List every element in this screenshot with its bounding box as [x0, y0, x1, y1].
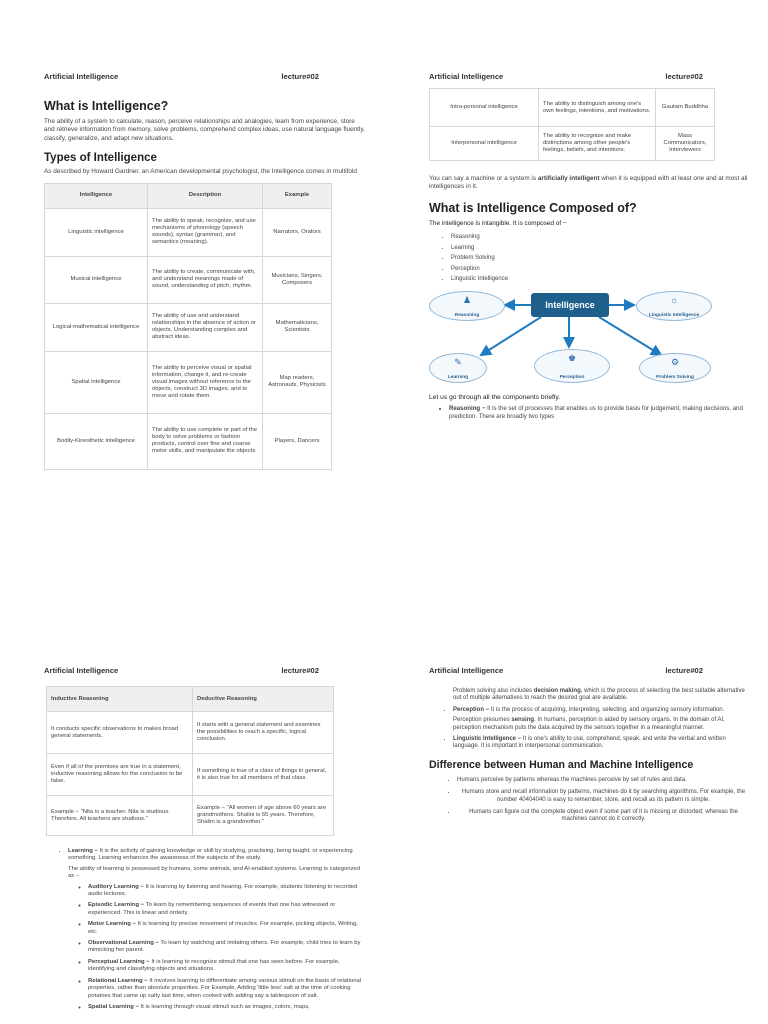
head-gear-icon: ⚙: [670, 356, 680, 367]
page-header: [429, 666, 750, 678]
text-span: It is one's ability to use, comprehend, speak, and write the verbal and written language. It is important in interpersonal communication.: [453, 736, 726, 750]
header-lecture: lecture#02: [281, 72, 319, 81]
table-cell: Example − "Nita is a teacher. Nita is studious. Therefore, All teachers are studious.": [47, 796, 193, 836]
list-item: [88, 902, 366, 917]
differences-list: [429, 777, 750, 824]
section-heading: Difference between Human and Machine Intelligence: [429, 758, 694, 771]
list-item: • Humans can figure out the complete object even if some part of it is missing or distorted; whereas the machines cannot do it correctly.: [457, 809, 750, 824]
table-header: Description: [148, 183, 263, 208]
list-item: • Reasoning: [451, 232, 750, 243]
learning-paragraph: The ability of learning is possessed by humans, some animals, and AI-enabled systems. Learning is categorized as −: [68, 865, 361, 880]
reasoning-table: [46, 686, 334, 836]
description-paragraph: As described by Howard Gardner, an American developmental psychologist, the Intelligence comes in multifold: [44, 168, 357, 176]
table-row: [45, 351, 332, 413]
table-cell: Mass Communicators, Interviewers: [656, 127, 715, 161]
list-item: [88, 978, 366, 1000]
diagram-node-problem-solving: [639, 353, 711, 383]
table-header: Inductive Reasoning: [47, 687, 193, 712]
components-list: [429, 232, 750, 285]
table-header: Deductive Reasoning: [193, 687, 334, 712]
intelligence-table: [44, 183, 332, 470]
table-row: [47, 754, 334, 796]
node-label: Reasoning: [454, 312, 480, 318]
table-row: [45, 303, 332, 351]
table-row: [47, 712, 334, 754]
text-span: It is the activity of gaining knowledge or skill by studying, practising, being taught, or experiencing something. Learning enhances the awareness of the subjects of the study.: [68, 848, 353, 862]
table-row: [47, 796, 334, 836]
table-header: Example: [263, 183, 332, 208]
list-item: • Perception: [451, 264, 750, 275]
table-header: Intelligence: [45, 183, 148, 208]
list-item: [88, 1004, 366, 1011]
bold-term: decision making: [533, 688, 581, 694]
bold-term: Perceptual Learning −: [88, 958, 150, 965]
list-item: [68, 848, 366, 1011]
learning-types-list: [68, 884, 366, 1012]
text-span: It is learning by precise movement of muscles. For example, picking objects, Writing, etc.: [88, 921, 358, 935]
node-label: Learning: [447, 374, 469, 380]
list-item: • Humans store and recall information by patterns, machines do it by searching algorithms. For example, the number 40404040 is easy to remember, store, and recall as its pattern is simple.: [457, 789, 750, 804]
table-cell: Musical intelligence: [45, 256, 148, 303]
bold-term: Perception −: [453, 706, 490, 713]
table-row: [45, 413, 332, 469]
section-heading: What is Intelligence Composed of?: [429, 200, 637, 215]
text-span: It involves learning to differentiate among various stimuli on the basis of relational properties, rather than absolute properties. For Example, Adding 'little less' salt at the time of cooking potatoes that came up salty last time, when cooked with adding say a tablespoon of salt.: [88, 977, 362, 999]
table-cell: The ability of use and understand relationships in the absence of action or objects. Understanding complex and abstract ideas.: [148, 303, 263, 351]
table-cell: Musicians, Singers, Composers: [263, 256, 332, 303]
list-item: [88, 884, 366, 899]
table-cell: Narrators, Orators: [263, 208, 332, 256]
header-title: Artificial Intelligence: [429, 666, 504, 675]
page-2: [384, 0, 768, 512]
components-detail-list: [429, 707, 750, 751]
text-span: It is the process of acquiring, interpreting, selecting, and organizing sensory information.: [489, 706, 725, 713]
bold-term: Observational Learning −: [88, 940, 159, 947]
diagram-center-node: Intelligence: [531, 293, 609, 317]
text-span: You can say a machine or a system is: [429, 175, 538, 182]
text-span: It is learning through visual stimuli such as images, colors, maps,: [138, 1003, 310, 1010]
table-cell: Intra-personal intelligence: [430, 89, 539, 127]
text-span: To learn by remembering sequences of events that one has witnessed or experienced. This is linear and orderly.: [88, 902, 336, 916]
text-span: It is learning to recognize stimuli that one has seen before. For example, identifying and classifying objects and situations.: [88, 958, 340, 973]
bold-term: sensing: [511, 717, 535, 724]
page-header: [44, 72, 366, 84]
header-lecture: lecture#02: [665, 666, 703, 675]
text-span: It is learning by listening and hearing. For example, students listening to recorded audio lectures.: [88, 883, 358, 898]
table-cell: The ability to recognize and make distinctions among other people's feelings, beliefs, and intentions.: [539, 127, 656, 161]
table-cell: The ability to use complete or part of the body to solve problems or fashion products, control over fine and coarse motor skills, and manipulate the objects.: [148, 413, 263, 469]
intelligence-table-continued: [429, 88, 715, 161]
bold-term: Reasoning −: [449, 405, 486, 413]
table-cell: Players, Dancers: [263, 413, 332, 469]
book-icon: ✎: [454, 356, 462, 367]
node-label: Problem Solving: [656, 374, 694, 380]
table-row: [430, 127, 715, 161]
page-header: [44, 666, 366, 678]
composed-paragraph: The intelligence is intangible. It is composed of −: [429, 219, 567, 227]
list-item: • Linguistic Intelligence: [451, 274, 750, 285]
section-heading: Types of Intelligence: [44, 152, 157, 165]
table-cell: Example − "All women of age above 60 years are grandmothers. Shalini is 65 years. Therefore, Shalini is a grandmother.": [193, 796, 334, 836]
perception-paragraph: [453, 717, 750, 732]
bold-term: Episodic Learning −: [88, 902, 145, 909]
page-1: [0, 0, 384, 512]
list-item: [88, 921, 366, 936]
table-cell: Bodily-Kinesthetic intelligence: [45, 413, 148, 469]
list-item: [453, 707, 750, 732]
table-cell: Linguistic intelligence: [45, 208, 148, 256]
list-item: [453, 736, 750, 751]
table-cell: Even if all of the premises are true in a statement, inductive reasoning allows for the conclusion to be false.: [47, 754, 193, 796]
header-title: Artificial Intelligence: [44, 72, 119, 81]
header-lecture: lecture#02: [665, 72, 703, 81]
table-cell: Gautam Buddhha: [656, 89, 715, 127]
header-title: Artificial Intelligence: [44, 666, 119, 675]
bold-term: artificially intelligent: [537, 175, 600, 182]
diagram-node-learning: [429, 353, 487, 383]
table-cell: The ability to distinguish among one's own feelings, intentions, and motivations.: [539, 89, 656, 127]
diagram-node-reasoning: [429, 291, 505, 321]
node-label: Linguistic Intelligence: [648, 312, 700, 318]
table-row: [45, 256, 332, 303]
table-cell: Spatial intelligence: [45, 351, 148, 413]
table-cell: Map readers, Astronauts, Physicists: [263, 351, 332, 413]
list-item: [449, 405, 750, 420]
problem-solving-paragraph: [453, 688, 750, 703]
bold-term: Spatial Learning −: [88, 1003, 139, 1010]
table-cell: Logical-mathematical intelligence: [45, 303, 148, 351]
list-item: [88, 940, 366, 955]
table-cell: It starts with a general statement and examines the possibilities to reach a specific, logical conclusion.: [193, 712, 334, 754]
table-cell: Interpersonal intelligence: [430, 127, 539, 161]
components-intro: Let us go through all the components briefly.: [429, 393, 561, 401]
table-cell: The ability to perceive visual or spatial information, change it, and re-create visual images without reference to the objects, construct 3D images, and to move and rotate them.: [148, 351, 263, 413]
learning-list: [44, 848, 366, 1011]
bold-term: Relational Learning −: [88, 977, 148, 984]
people-icon: ♚: [567, 352, 577, 363]
lightbulb-icon: ☼: [669, 294, 679, 305]
page-header: [429, 72, 750, 84]
intelligence-diagram: [429, 291, 709, 391]
bold-term: Motor Learning −: [88, 921, 136, 928]
page-3: [0, 594, 384, 1024]
table-cell: The ability to create, communicate with, and understand meanings made of sound, understanding of pitch, rhythm.: [148, 256, 263, 303]
text-span: . In humans, perception is aided by sensory organs. In the domain of AI, perception mechanism puts the data acquired by the sensors together in a meaningful manner.: [453, 717, 725, 731]
diagram-node-perception: [534, 349, 610, 383]
section-heading: What is Intelligence?: [44, 99, 169, 113]
list-item: • Humans perceive by patterns whereas the machines perceive by set of rules and data.: [457, 777, 750, 784]
text-span: Problem solving also includes: [453, 688, 534, 694]
page-4: [384, 594, 768, 1024]
table-cell: It conducts specific observations to makes broad general statements.: [47, 712, 193, 754]
list-item: • Learning: [451, 243, 750, 254]
table-row: [45, 208, 332, 256]
table-cell: Mathematicians, Scientists: [263, 303, 332, 351]
bold-term: Linguistic Intelligence −: [453, 736, 522, 743]
text-span: To learn by watching and imitating others. For example, child tries to learn by mimicking her parent.: [88, 940, 361, 954]
table-row: [430, 89, 715, 127]
diagram-node-linguistic: [636, 291, 712, 321]
node-label: Perception: [559, 374, 585, 380]
text-span: It is the set of processes that enables us to provide basis for judgement, making decisions, and prediction. There are broadly two types: [449, 405, 743, 420]
text-span: Perception presumes: [453, 717, 512, 724]
person-icon: ♟: [462, 294, 472, 305]
header-lecture: lecture#02: [281, 666, 319, 675]
table-cell: If something is true of a class of things in general, it is also true for all members of that class.: [193, 754, 334, 796]
machine-paragraph: [429, 175, 750, 192]
bold-term: Auditory Learning −: [88, 883, 144, 890]
table-cell: The ability to speak, recognize, and use mechanisms of phonology (speech sounds), syntax (grammar), and semantics (meaning).: [148, 208, 263, 256]
intro-paragraph: The ability of a system to calculate, reason, perceive relationships and analogies, learn from experience, store and retrieve information from memory, solve problems, comprehend complex ideas, use natural language fluently, classify, generalize, and adapt new situations.: [44, 118, 365, 142]
list-item: • Problem Solving: [451, 253, 750, 264]
header-title: Artificial Intelligence: [429, 72, 504, 81]
text-span: , which is the process of selecting the best suitable alternative out of multiple alternatives to reach the desired goal are available.: [453, 688, 745, 702]
reasoning-list: [429, 405, 750, 420]
bold-term: Learning −: [68, 848, 98, 854]
list-item: [88, 959, 366, 974]
text-span: when it is equipped with at least one and at most all intelligences in it.: [429, 175, 748, 191]
